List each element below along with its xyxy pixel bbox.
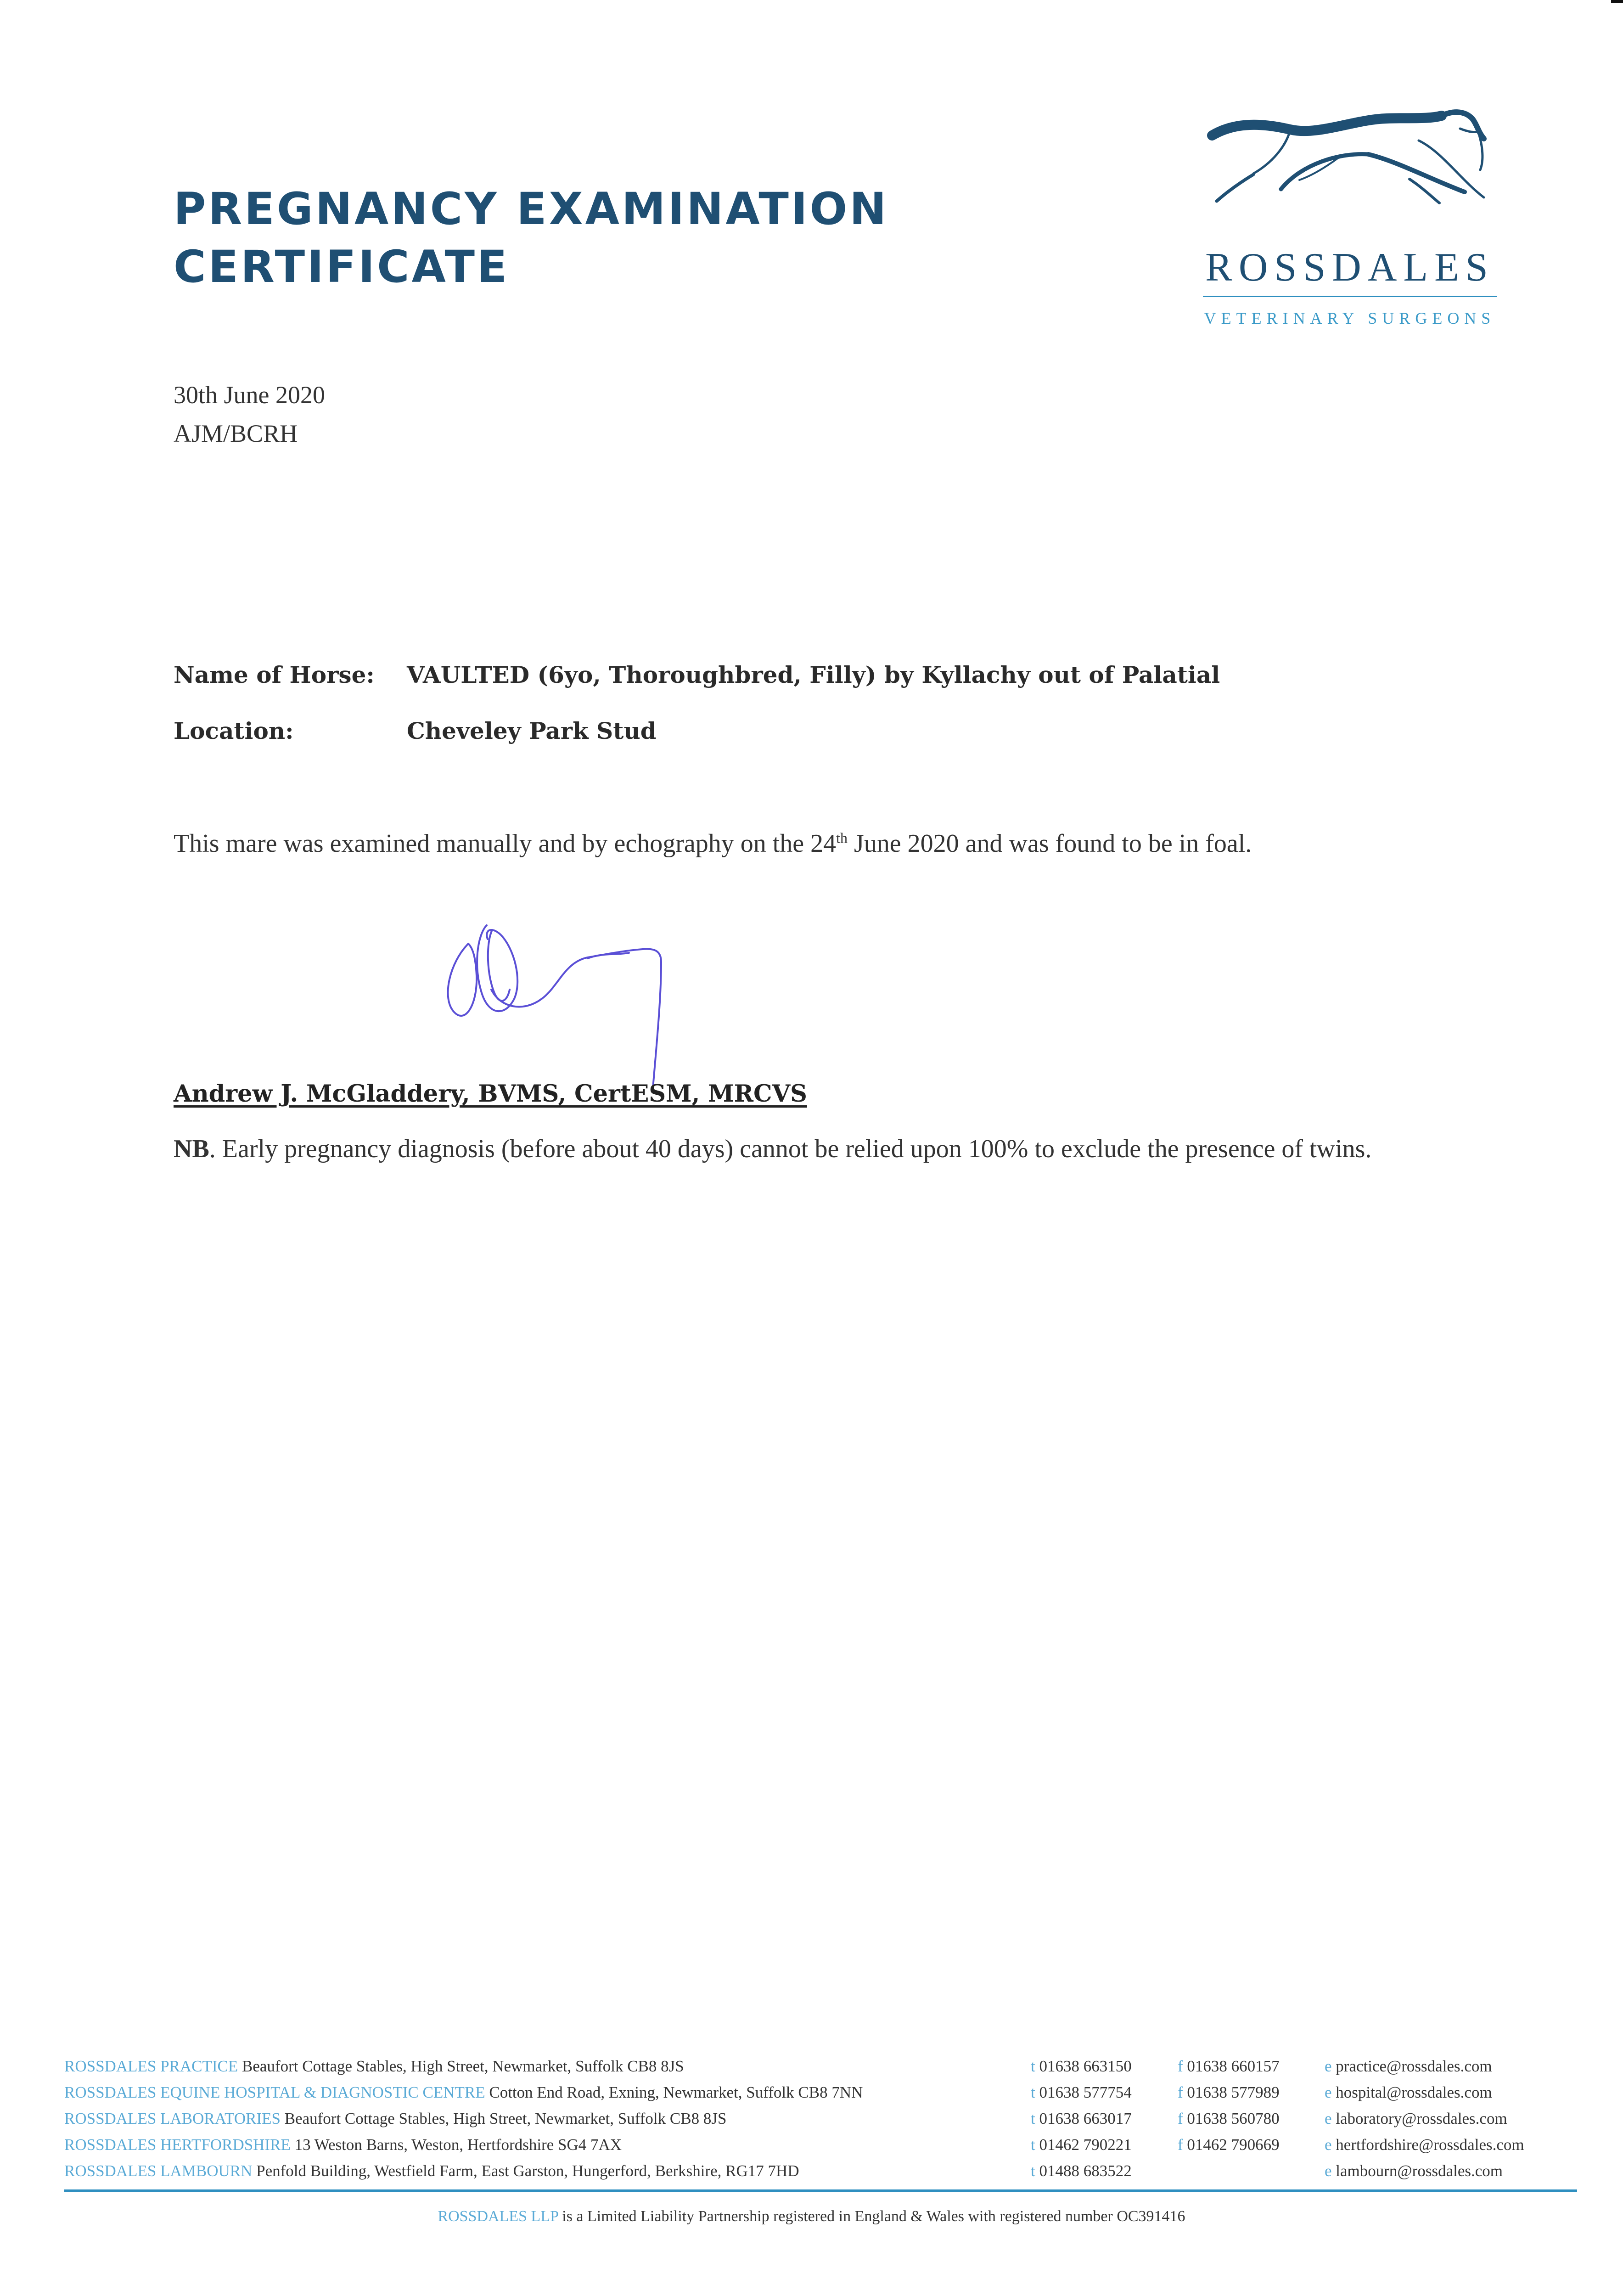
branch-name: ROSSDALES LABORATORIES bbox=[64, 2110, 281, 2127]
footer-phone bbox=[1031, 2110, 1132, 2128]
phone-number: 01638 577754 bbox=[1039, 2083, 1132, 2101]
footer-phone bbox=[1031, 2136, 1132, 2154]
footer-branch bbox=[64, 2083, 863, 2102]
nb-text: . Early pregnancy diagnosis (before about 40 days) cannot be relied upon 100% to exclude the presence of twins. bbox=[209, 1135, 1372, 1163]
nb-label: NB bbox=[174, 1135, 209, 1163]
phone-prefix: t bbox=[1031, 2162, 1035, 2180]
footer-fax bbox=[1178, 2083, 1280, 2102]
footer-email bbox=[1325, 2162, 1503, 2180]
signatory-name: Andrew J. McGladdery, BVMS, CertESM, MRCVS bbox=[174, 1080, 807, 1108]
footer-contacts bbox=[64, 2057, 1561, 2188]
email-address: lambourn@rossdales.com bbox=[1336, 2162, 1503, 2180]
branch-address: Beaufort Cottage Stables, High Street, Newmarket, Suffolk CB8 8JS bbox=[284, 2110, 727, 2127]
footer-branch bbox=[64, 2057, 684, 2076]
footer-fax bbox=[1178, 2110, 1280, 2128]
fax-number: 01638 577989 bbox=[1187, 2083, 1280, 2101]
footer-branch bbox=[64, 2162, 799, 2180]
email-address: laboratory@rossdales.com bbox=[1336, 2110, 1507, 2127]
horse-logo-icon bbox=[1203, 101, 1497, 239]
location-label: Location: bbox=[174, 717, 294, 744]
llp-text: is a Limited Liability Partnership registered in England & Wales with registered number OC391416 bbox=[558, 2208, 1185, 2225]
llp-registration bbox=[0, 2208, 1623, 2225]
fax-number: 01462 790669 bbox=[1187, 2136, 1280, 2154]
branch-address: 13 Weston Barns, Weston, Hertfordshire SG4 7AX bbox=[294, 2136, 622, 2154]
email-prefix: e bbox=[1325, 2083, 1332, 2101]
branch-address: Cotton End Road, Exning, Newmarket, Suffolk CB8 7NN bbox=[489, 2083, 863, 2101]
footer-phone bbox=[1031, 2057, 1132, 2076]
branch-name: ROSSDALES LAMBOURN bbox=[64, 2162, 253, 2180]
footer-row bbox=[64, 2136, 1561, 2162]
certificate-title bbox=[174, 180, 889, 296]
footer-row bbox=[64, 2083, 1561, 2110]
fax-prefix: f bbox=[1178, 2110, 1183, 2127]
footer-email bbox=[1325, 2057, 1492, 2076]
branch-address: Penfold Building, Westfield Farm, East Garston, Hungerford, Berkshire, RG17 7HD bbox=[256, 2162, 799, 2180]
phone-number: 01638 663150 bbox=[1039, 2057, 1132, 2075]
fax-prefix: f bbox=[1178, 2136, 1183, 2154]
brand-name: ROSSDALES bbox=[1205, 245, 1494, 290]
phone-prefix: t bbox=[1031, 2057, 1035, 2075]
phone-number: 01638 663017 bbox=[1039, 2110, 1132, 2127]
examination-statement bbox=[174, 824, 1422, 863]
footer-row bbox=[64, 2110, 1561, 2136]
letter-meta bbox=[174, 376, 325, 453]
handwritten-signature bbox=[441, 907, 716, 1091]
location-value: Cheveley Park Stud bbox=[407, 717, 657, 744]
statement-text-end: June 2020 and was found to be in foal. bbox=[848, 829, 1252, 858]
phone-number: 01488 683522 bbox=[1039, 2162, 1132, 2180]
phone-number: 01462 790221 bbox=[1039, 2136, 1132, 2154]
branch-name: ROSSDALES HERTFORDSHIRE bbox=[64, 2136, 291, 2154]
email-prefix: e bbox=[1325, 2057, 1332, 2075]
email-address: hertfordshire@rossdales.com bbox=[1336, 2136, 1524, 2154]
footer-fax bbox=[1178, 2057, 1280, 2076]
page-edge-mark bbox=[1611, 0, 1623, 3]
footer-fax bbox=[1178, 2136, 1280, 2154]
footer-email bbox=[1325, 2136, 1524, 2154]
footer-row bbox=[64, 2057, 1561, 2083]
branch-name: ROSSDALES PRACTICE bbox=[64, 2057, 238, 2075]
footer-email bbox=[1325, 2083, 1492, 2102]
letter-reference: AJM/BCRH bbox=[174, 420, 298, 447]
branch-address: Beaufort Cottage Stables, High Street, Newmarket, Suffolk CB8 8JS bbox=[242, 2057, 684, 2075]
fax-prefix: f bbox=[1178, 2083, 1183, 2101]
title-line-1: PREGNANCY EXAMINATION bbox=[174, 183, 889, 235]
footer-email bbox=[1325, 2110, 1507, 2128]
phone-prefix: t bbox=[1031, 2083, 1035, 2101]
footer-row bbox=[64, 2162, 1561, 2188]
fax-prefix: f bbox=[1178, 2057, 1183, 2075]
statement-superscript: th bbox=[836, 829, 848, 846]
email-prefix: e bbox=[1325, 2162, 1332, 2180]
footer-branch bbox=[64, 2136, 622, 2154]
fax-number: 01638 560780 bbox=[1187, 2110, 1280, 2127]
footer-phone bbox=[1031, 2162, 1132, 2180]
brand-tagline: VETERINARY SURGEONS bbox=[1204, 309, 1496, 327]
location-field bbox=[174, 717, 657, 744]
statement-text-start: This mare was examined manually and by echography on the 24 bbox=[174, 829, 837, 858]
title-line-2: CERTIFICATE bbox=[174, 241, 510, 293]
horse-name-label: Name of Horse: bbox=[174, 661, 375, 688]
nb-note bbox=[174, 1130, 1422, 1168]
email-prefix: e bbox=[1325, 2110, 1332, 2127]
letter-date: 30th June 2020 bbox=[174, 381, 325, 409]
email-address: hospital@rossdales.com bbox=[1336, 2083, 1492, 2101]
phone-prefix: t bbox=[1031, 2136, 1035, 2154]
fax-number: 01638 660157 bbox=[1187, 2057, 1280, 2075]
llp-name: ROSSDALES LLP bbox=[438, 2208, 558, 2225]
horse-name-field bbox=[174, 661, 1220, 688]
email-prefix: e bbox=[1325, 2136, 1332, 2154]
footer-branch bbox=[64, 2110, 726, 2128]
email-address: practice@rossdales.com bbox=[1336, 2057, 1492, 2075]
brand-rule bbox=[1203, 296, 1497, 297]
footer-phone bbox=[1031, 2083, 1132, 2102]
rossdales-logo bbox=[1194, 101, 1506, 340]
phone-prefix: t bbox=[1031, 2110, 1035, 2127]
horse-name-value: VAULTED (6yo, Thoroughbred, Filly) by Kyllachy out of Palatial bbox=[407, 661, 1220, 688]
footer-rule bbox=[64, 2189, 1577, 2192]
branch-name: ROSSDALES EQUINE HOSPITAL & DIAGNOSTIC CENTRE bbox=[64, 2083, 485, 2101]
